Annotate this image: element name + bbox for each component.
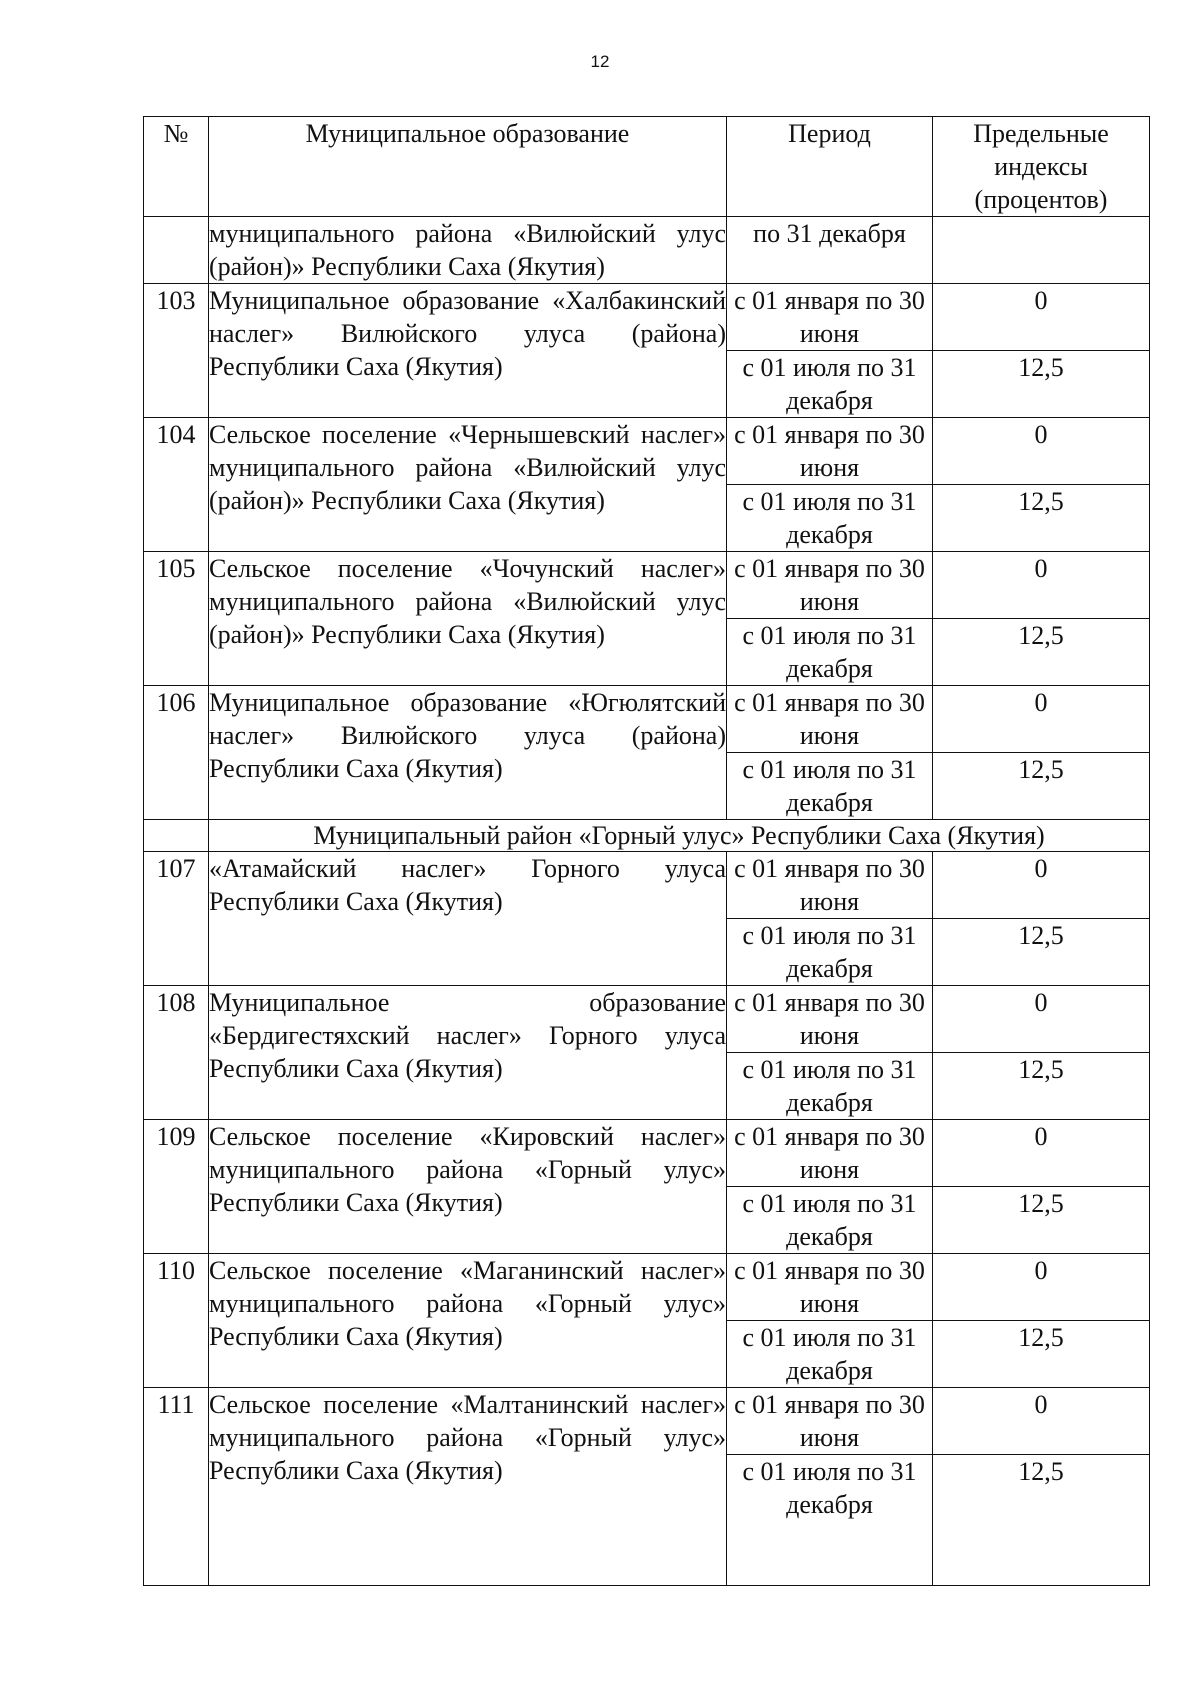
period-cell: с 01 января по 30 июня: [727, 552, 933, 619]
index-value: 0: [933, 1254, 1150, 1321]
row-number: 104: [144, 418, 209, 552]
index-value: 12,5: [933, 1455, 1150, 1586]
header-period: Период: [727, 117, 933, 217]
row-number: 103: [144, 284, 209, 418]
table-row: [144, 418, 1150, 485]
index-value: 12,5: [933, 919, 1150, 986]
section-title: Муниципальный район «Горный улус» Республики Саха (Якутия): [209, 820, 1150, 852]
index-value: 0: [933, 1120, 1150, 1187]
index-value: [933, 217, 1150, 284]
period-cell: с 01 января по 30 июня: [727, 986, 933, 1053]
municipality-name: Сельское поселение «Чернышевский наслег» муниципального района «Вилюйский улус (район)» Республики Саха (Якутия): [209, 418, 727, 552]
period-cell: с 01 января по 30 июня: [727, 1388, 933, 1455]
table-row: [144, 986, 1150, 1053]
table-row: [144, 686, 1150, 753]
municipality-name: Муниципальное образование «Югюлятский наслег» Вилюйского улуса (района) Республики Саха (Якутия): [209, 686, 727, 820]
header-municipality: Муниципальное образование: [209, 117, 727, 217]
row-number: 106: [144, 686, 209, 820]
index-value: 0: [933, 986, 1150, 1053]
page-number: 12: [590, 52, 610, 71]
period-cell: с 01 января по 30 июня: [727, 1254, 933, 1321]
period-cell: по 31 декабря: [727, 217, 933, 284]
period-cell: с 01 июля по 31 декабря: [727, 351, 933, 418]
municipality-name: муниципального района «Вилюйский улус (район)» Республики Саха (Якутия): [209, 217, 727, 284]
index-value: 12,5: [933, 485, 1150, 552]
index-value: 0: [933, 1388, 1150, 1455]
index-value: 0: [933, 418, 1150, 485]
limit-index-table: [143, 116, 1150, 1586]
header-number: №: [144, 117, 209, 217]
index-value: 12,5: [933, 619, 1150, 686]
index-value: 12,5: [933, 753, 1150, 820]
period-cell: с 01 января по 30 июня: [727, 852, 933, 919]
municipality-name: Сельское поселение «Маганинский наслег» муниципального района «Горный улус» Республики Саха (Якутия): [209, 1254, 727, 1388]
period-cell: с 01 июля по 31 декабря: [727, 619, 933, 686]
period-cell: с 01 июля по 31 декабря: [727, 485, 933, 552]
period-cell: с 01 июля по 31 декабря: [727, 1455, 933, 1586]
table-row: [144, 217, 1150, 284]
period-cell: с 01 января по 30 июня: [727, 284, 933, 351]
index-value: 12,5: [933, 351, 1150, 418]
municipality-name: Сельское поселение «Чочунский наслег» муниципального района «Вилюйский улус (район)» Республики Саха (Якутия): [209, 552, 727, 686]
row-number: 109: [144, 1120, 209, 1254]
table-row: [144, 1388, 1150, 1455]
table-row: [144, 852, 1150, 919]
row-number: 111: [144, 1388, 209, 1586]
row-number: [144, 217, 209, 284]
index-value: 12,5: [933, 1187, 1150, 1254]
table-row: [144, 1254, 1150, 1321]
period-cell: с 01 июля по 31 декабря: [727, 1187, 933, 1254]
section-row: [144, 820, 1150, 852]
period-cell: с 01 января по 30 июня: [727, 1120, 933, 1187]
row-number: 108: [144, 986, 209, 1120]
period-cell: с 01 июля по 31 декабря: [727, 753, 933, 820]
table-row: [144, 552, 1150, 619]
table-row: [144, 1120, 1150, 1187]
row-number: 107: [144, 852, 209, 986]
municipality-name: Муниципальное образование «Халбакинский наслег» Вилюйского улуса (района) Республики Саха (Якутия): [209, 284, 727, 418]
index-value: 12,5: [933, 1321, 1150, 1388]
index-value: 0: [933, 552, 1150, 619]
period-cell: с 01 июля по 31 декабря: [727, 919, 933, 986]
index-value: 0: [933, 686, 1150, 753]
period-cell: с 01 июля по 31 декабря: [727, 1321, 933, 1388]
municipality-name: «Атамайский наслег» Горного улуса Республики Саха (Якутия): [209, 852, 727, 986]
period-cell: с 01 января по 30 июня: [727, 686, 933, 753]
index-value: 12,5: [933, 1053, 1150, 1120]
table-row: [144, 284, 1150, 351]
index-value: 0: [933, 852, 1150, 919]
row-number: 110: [144, 1254, 209, 1388]
period-cell: с 01 января по 30 июня: [727, 418, 933, 485]
header-index: Предельные индексы (процентов): [933, 117, 1150, 217]
row-number: 105: [144, 552, 209, 686]
municipality-name: Сельское поселение «Малтанинский наслег» муниципального района «Горный улус» Республики Саха (Якутия): [209, 1388, 727, 1586]
row-number: [144, 820, 209, 852]
municipality-name: Сельское поселение «Кировский наслег» муниципального района «Горный улус» Республики Саха (Якутия): [209, 1120, 727, 1254]
index-value: 0: [933, 284, 1150, 351]
municipality-name: Муниципальное образование «Бердигестяхский наслег» Горного улуса Республики Саха (Якутия): [209, 986, 727, 1120]
period-cell: с 01 июля по 31 декабря: [727, 1053, 933, 1120]
